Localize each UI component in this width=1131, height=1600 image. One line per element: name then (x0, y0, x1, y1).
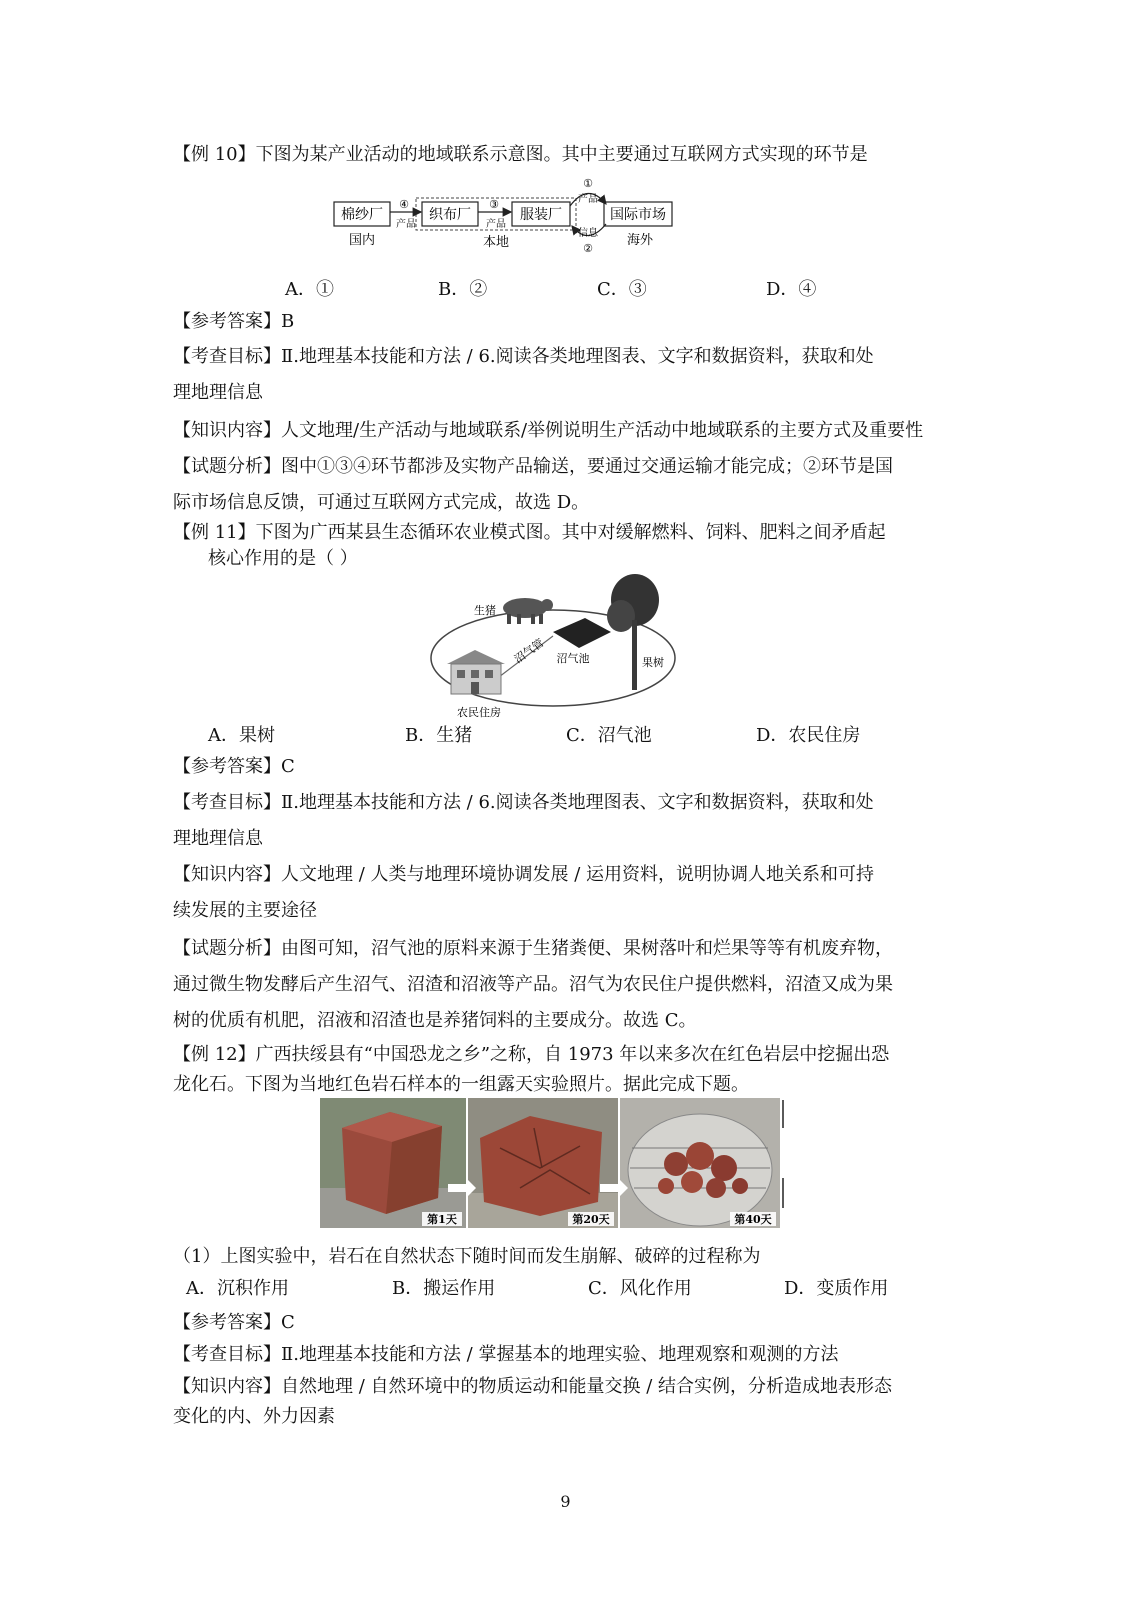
ex11-knowledge-line2: 续发展的主要途径 (173, 900, 317, 921)
label-n1: ① (583, 177, 593, 190)
ex12-option-c: C．风化作用 (588, 1278, 692, 1299)
label-product-1: 产品 (578, 194, 598, 205)
label-biogas-pool: 沼气池 (556, 652, 590, 665)
ex11-goal-line2: 理地理信息 (173, 828, 263, 849)
ex11-analysis-line2: 通过微生物发酵后产生沼气、沼渣和沼液等产品。沼气为农民住户提供燃料，沼渣又成为果 (173, 974, 893, 995)
ex10-knowledge: 【知识内容】人文地理/生产活动与地域联系/举例说明生产活动中地域联系的主要方式及重要性 (173, 420, 924, 441)
ex11-diagram (425, 570, 685, 720)
ex10-analysis-line1: 【试题分析】图中①③④环节都涉及实物产品输送，要通过交通运输才能完成；②环节是国 (173, 456, 893, 477)
fruit-tree-icon (607, 574, 659, 690)
label-fruit-tree: 果树 (642, 656, 664, 669)
box-cotton-mill-label: 棉纱厂 (341, 207, 383, 223)
ex11-goal-line1: 【考查目标】Ⅱ.地理基本技能和方法 / 6.阅读各类地理图表、文字和数据资料，获取和处 (173, 792, 874, 813)
photo-day1 (320, 1098, 466, 1228)
ex11-option-c: C．沼气池 (566, 725, 652, 746)
ex12-knowledge-line2: 变化的内、外力因素 (173, 1406, 335, 1427)
ex12-knowledge-line1: 【知识内容】自然地理 / 自然环境中的物质运动和能量交换 / 结合实例，分析造成地表形态 (173, 1376, 893, 1397)
ex12-answer: 【参考答案】C (173, 1312, 295, 1333)
ex12-question: （1）上图实验中，岩石在自然状态下随时间而发生崩解、破碎的过程称为 (173, 1246, 761, 1267)
box-international-market-label: 国际市场 (610, 207, 666, 223)
biogas-pool-icon (553, 618, 611, 648)
ex10-analysis-line2: 际市场信息反馈，可通过互联网方式完成，故选 D。 (173, 492, 590, 513)
ex12-option-b: B．搬运作用 (392, 1278, 496, 1299)
region-domestic: 国内 (348, 233, 376, 248)
ex11-option-a: A．果树 (208, 725, 275, 746)
ex11-answer: 【参考答案】C (173, 756, 295, 777)
ex12-photo-strip (320, 1098, 786, 1228)
box-weaving-mill-label: 织布厂 (429, 207, 471, 223)
ex11-option-b: B．生猪 (405, 725, 473, 746)
ex12-title-line2: 龙化石。下图为当地红色岩石样本的一组露天实验照片。据此完成下题。 (173, 1074, 749, 1095)
region-local: 本地 (482, 235, 510, 250)
ex11-analysis-line1: 【试题分析】由图可知，沼气池的原料来源于生猪粪便、果树落叶和烂果等等有机废弃物， (173, 938, 893, 959)
page-number: 9 (560, 1492, 571, 1511)
ex11-option-d: D．农民住房 (756, 725, 861, 746)
label-day20: 第20天 (572, 1213, 610, 1226)
ex10-option-b: B．② (438, 279, 488, 300)
ex12-option-a: A．沉积作用 (186, 1278, 289, 1299)
ex12-option-d: D．变质作用 (784, 1278, 889, 1299)
ex11-analysis-line3: 树的优质有机肥，沼液和沼渣也是养猪饲料的主要成分。故选 C。 (173, 1010, 697, 1031)
ex10-goal-line1: 【考查目标】Ⅱ.地理基本技能和方法 / 6.阅读各类地理图表、文字和数据资料，获取和处 (173, 346, 874, 367)
photo-day20 (468, 1098, 618, 1228)
ex12-goal: 【考查目标】Ⅱ.地理基本技能和方法 / 掌握基本的地理实验、地理观察和观测的方法 (173, 1344, 839, 1365)
label-n3: ③ (489, 198, 499, 211)
label-biogas-pipe: 沼气管 (511, 636, 547, 666)
ex11-knowledge-line1: 【知识内容】人文地理 / 人类与地理环境协调发展 / 运用资料，说明协调人地关系和可持 (173, 864, 875, 885)
ex12-title-line1: 【例 12】广西扶绥县有“中国恐龙之乡”之称，自 1973 年以来多次在红色岩层中挖掘出恐 (173, 1044, 890, 1065)
ex10-answer: 【参考答案】B (173, 311, 295, 332)
label-n2: ② (583, 242, 593, 255)
label-day1: 第1天 (427, 1213, 457, 1226)
pig-icon (503, 598, 553, 624)
ex11-title-line2: 核心作用的是（ ） (208, 548, 358, 569)
photo-day40 (620, 1098, 780, 1228)
label-product-4: 产品 (396, 219, 416, 230)
ex10-goal-line2: 理地理信息 (173, 382, 263, 403)
ex10-option-a: A．① (285, 279, 334, 300)
box-garment-factory-label: 服装厂 (520, 207, 562, 223)
label-n4: ④ (399, 198, 409, 211)
label-pig: 生猪 (474, 604, 496, 617)
ex10-option-c: C．③ (597, 279, 647, 300)
ex11-title-line1: 【例 11】下图为广西某县生态循环农业模式图。其中对缓解燃料、饲料、肥料之间矛盾起 (173, 522, 886, 543)
house-icon (447, 650, 505, 694)
ex10-option-d: D．④ (766, 279, 817, 300)
region-overseas: 海外 (626, 233, 654, 248)
label-product-3: 产品 (486, 219, 506, 230)
ex10-title: 【例 10】下图为某产业活动的地域联系示意图。其中主要通过互联网方式实现的环节是 (173, 144, 868, 165)
label-info: 信息 (578, 228, 598, 239)
ex10-diagram (330, 176, 680, 256)
label-day40: 第40天 (734, 1213, 772, 1226)
label-farmhouse: 农民住房 (457, 706, 501, 719)
